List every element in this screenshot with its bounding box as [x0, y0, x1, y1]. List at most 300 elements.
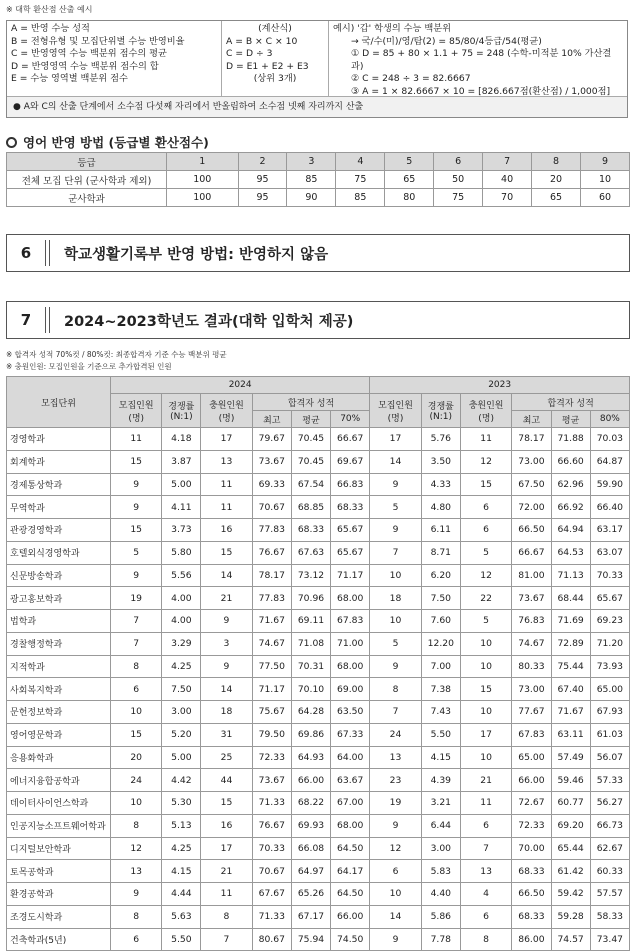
result-cell: 65.67: [590, 587, 629, 610]
result-cell: 15: [111, 519, 162, 542]
section-number: 6: [20, 244, 32, 262]
result-cell: 59.46: [551, 769, 590, 792]
result-cell: 67.83: [512, 723, 551, 746]
result-cell: 7.50: [421, 587, 460, 610]
result-cell: 10: [460, 701, 511, 724]
grade-col: 4: [336, 153, 385, 171]
col-extra: 충원인원 (명): [460, 394, 511, 428]
sub-col: 최고: [252, 411, 291, 428]
result-cell: 8: [111, 814, 162, 837]
result-cell: 66.83: [331, 473, 370, 496]
table-row: [7, 860, 630, 883]
result-cell: 70.00: [512, 837, 551, 860]
result-cell: 10: [460, 746, 511, 769]
result-cell: 13: [111, 860, 162, 883]
result-cell: 7.50: [162, 678, 201, 701]
table-row: [7, 564, 630, 587]
result-cell: 6: [370, 860, 421, 883]
result-cell: 72.00: [512, 496, 551, 519]
example-line: → 국/수(미)/영/탐(2) = 85/80/4등급/54(평균): [351, 35, 542, 47]
result-cell: 80.67: [252, 928, 291, 951]
result-cell: 70.31: [291, 655, 330, 678]
table-row: [7, 837, 630, 860]
result-cell: 4.39: [421, 769, 460, 792]
result-cell: 5.20: [162, 723, 201, 746]
example-line: ② C = 248 ÷ 3 = 82.6667: [351, 73, 471, 84]
result-cell: 4.00: [162, 610, 201, 633]
result-cell: 71.88: [551, 428, 590, 451]
result-cell: 9: [201, 610, 252, 633]
result-cell: 5: [370, 632, 421, 655]
table-row: [7, 883, 630, 906]
result-cell: 4.25: [162, 837, 201, 860]
result-cell: 6.20: [421, 564, 460, 587]
result-cell: 65.26: [291, 883, 330, 906]
result-cell: 5.00: [162, 473, 201, 496]
result-cell: 69.33: [252, 473, 291, 496]
result-cell: 17: [201, 837, 252, 860]
result-cell: 76.83: [512, 610, 551, 633]
result-cell: 12: [460, 450, 511, 473]
result-cell: 62.96: [551, 473, 590, 496]
result-cell: 7.38: [421, 678, 460, 701]
result-cell: 8.71: [421, 541, 460, 564]
result-cell: 7.60: [421, 610, 460, 633]
english-grade-table: [6, 152, 630, 207]
result-cell: 10: [370, 564, 421, 587]
result-cell: 6.11: [421, 519, 460, 542]
result-cell: 68.00: [331, 814, 370, 837]
result-cell: 4.44: [162, 883, 201, 906]
example-line: ① D = 85 + 80 × 1.1 + 75 = 248 (수학-미적분 10% 가산결과): [351, 48, 612, 72]
result-cell: 11: [111, 428, 162, 451]
result-cell: 18: [201, 701, 252, 724]
result-cell: 69.11: [291, 610, 330, 633]
result-cell: 70.03: [590, 428, 629, 451]
grade-header: 등급: [7, 153, 167, 171]
result-cell: 64.94: [551, 519, 590, 542]
divider: [45, 240, 50, 266]
result-cell: 64.50: [331, 883, 370, 906]
result-cell: 67.33: [331, 723, 370, 746]
result-cell: 12: [370, 837, 421, 860]
result-cell: 5: [460, 610, 511, 633]
result-cell: 7: [111, 610, 162, 633]
definition-line: C = 반영영역 수능 백분위 점수의 평균: [11, 48, 167, 59]
rounding-text: A와 C의 산출 단계에서 소수점 다섯째 자리에서 반올림하여 소수점 넷째 자리까지 산출: [23, 102, 364, 112]
result-cell: 72.89: [551, 632, 590, 655]
result-cell: 65.67: [331, 541, 370, 564]
result-cell: 71.67: [252, 610, 291, 633]
result-cell: 7: [201, 928, 252, 951]
table-row: [7, 723, 630, 746]
result-cell: 17: [201, 428, 252, 451]
result-cell: 58.33: [590, 905, 629, 928]
example-note-title: ※ 대학 환산점 산출 예시: [6, 5, 93, 14]
result-cell: 63.07: [590, 541, 629, 564]
result-cell: 69.86: [291, 723, 330, 746]
score-cell: 100: [167, 189, 239, 207]
sub-col: 평균: [291, 411, 330, 428]
result-cell: 65.00: [512, 746, 551, 769]
result-cell: 8: [111, 655, 162, 678]
result-cell: 6: [460, 496, 511, 519]
result-cell: 15: [111, 450, 162, 473]
result-cell: 56.27: [590, 792, 629, 815]
result-cell: 9: [111, 564, 162, 587]
col-scores: 합격자 성적: [252, 394, 370, 411]
table-row: [7, 814, 630, 837]
result-cell: 4.15: [162, 860, 201, 883]
table-row: [7, 496, 630, 519]
result-cell: 19: [370, 792, 421, 815]
result-cell: 66.50: [512, 519, 551, 542]
score-cell: 65: [532, 189, 581, 207]
result-cell: 67.63: [291, 541, 330, 564]
result-cell: 71.33: [252, 905, 291, 928]
result-cell: 3.29: [162, 632, 201, 655]
result-cell: 4.00: [162, 587, 201, 610]
result-cell: 71.17: [331, 564, 370, 587]
result-cell: 16: [201, 814, 252, 837]
result-cell: 7.43: [421, 701, 460, 724]
table-row: [7, 928, 630, 951]
col-extra: 충원인원 (명): [201, 394, 252, 428]
score-cell: 10: [580, 171, 629, 189]
formula-rounding-note: [7, 97, 627, 117]
section-7-header: [6, 301, 630, 339]
result-cell: 9: [370, 655, 421, 678]
dept-name: 환경공학과: [7, 883, 111, 906]
grade-col: 2: [238, 153, 287, 171]
result-cell: 70.45: [291, 428, 330, 451]
result-cell: 68.33: [512, 860, 551, 883]
note-line: ※ 합격자 성적 70%컷 / 80%컷: 최종합격자 기준 수능 백분위 평균: [6, 350, 227, 359]
result-cell: 71.33: [252, 792, 291, 815]
result-cell: 5.50: [162, 928, 201, 951]
result-cell: 66.92: [551, 496, 590, 519]
dept-name: 광고홍보학과: [7, 587, 111, 610]
result-cell: 75.44: [551, 655, 590, 678]
result-cell: 6: [460, 905, 511, 928]
result-cell: 62.67: [590, 837, 629, 860]
result-cell: 81.00: [512, 564, 551, 587]
example-line: 예시) '갑' 학생의 수능 백분위: [333, 23, 451, 34]
result-cell: 69.93: [291, 814, 330, 837]
result-cell: 71.20: [590, 632, 629, 655]
result-cell: 68.00: [331, 587, 370, 610]
result-cell: 8: [370, 678, 421, 701]
result-cell: 21: [460, 769, 511, 792]
result-cell: 57.57: [590, 883, 629, 906]
result-cell: 5: [370, 496, 421, 519]
result-cell: 74.57: [551, 928, 590, 951]
result-cell: 72.33: [252, 746, 291, 769]
col-rate: 경쟁률 (N:1): [421, 394, 460, 428]
result-cell: 66.00: [291, 769, 330, 792]
result-cell: 77.67: [512, 701, 551, 724]
result-cell: 3.50: [421, 450, 460, 473]
result-cell: 68.22: [291, 792, 330, 815]
result-cell: 4.18: [162, 428, 201, 451]
grade-col: 7: [483, 153, 532, 171]
result-cell: 63.17: [590, 519, 629, 542]
score-cell: 65: [385, 171, 434, 189]
result-cell: 70.96: [291, 587, 330, 610]
sub-col: 80%: [590, 411, 629, 428]
result-cell: 68.33: [291, 519, 330, 542]
result-cell: 6: [111, 678, 162, 701]
result-cell: 15: [111, 723, 162, 746]
result-cell: 8: [111, 905, 162, 928]
result-cell: 63.11: [551, 723, 590, 746]
dept-name: 호텔외식경영학과: [7, 541, 111, 564]
result-cell: 79.50: [252, 723, 291, 746]
english-row: [7, 189, 630, 207]
result-cell: 57.49: [551, 746, 590, 769]
sub-col: 평균: [551, 411, 590, 428]
result-cell: 5: [111, 541, 162, 564]
result-cell: 7: [460, 837, 511, 860]
result-cell: 74.67: [252, 632, 291, 655]
dept-name: 경제통상학과: [7, 473, 111, 496]
english-row: [7, 171, 630, 189]
result-cell: 11: [201, 473, 252, 496]
result-cell: 65.00: [590, 678, 629, 701]
result-cell: 10: [111, 701, 162, 724]
definition-line: B = 전형유형 및 모집단위별 수능 반영비율: [11, 35, 185, 47]
grade-col: 8: [532, 153, 581, 171]
result-cell: 14: [201, 564, 252, 587]
section-6-header: [6, 234, 630, 272]
table-row: [7, 519, 630, 542]
result-cell: 68.33: [512, 905, 551, 928]
dept-name: 데이터사이언스학과: [7, 792, 111, 815]
result-cell: 67.00: [331, 792, 370, 815]
result-cell: 66.00: [331, 905, 370, 928]
score-cell: 85: [336, 189, 385, 207]
dept-name: 건축학과(5년): [7, 928, 111, 951]
result-cell: 73.93: [590, 655, 629, 678]
formula-definitions: [7, 21, 222, 96]
result-cell: 15: [460, 678, 511, 701]
result-cell: 18: [370, 587, 421, 610]
calc-line: A = B × C × 10: [226, 35, 298, 47]
result-cell: 9: [201, 655, 252, 678]
result-cell: 73.00: [512, 450, 551, 473]
result-cell: 4.42: [162, 769, 201, 792]
result-cell: 71.13: [551, 564, 590, 587]
result-cell: 60.77: [551, 792, 590, 815]
result-cell: 64.93: [291, 746, 330, 769]
result-cell: 57.33: [590, 769, 629, 792]
result-cell: 15: [201, 792, 252, 815]
result-cell: 31: [201, 723, 252, 746]
result-cell: 71.17: [252, 678, 291, 701]
formula-example: [329, 21, 627, 96]
result-cell: 66.40: [590, 496, 629, 519]
result-cell: 4.15: [421, 746, 460, 769]
result-cell: 14: [201, 678, 252, 701]
result-cell: 23: [370, 769, 421, 792]
result-cell: 7.78: [421, 928, 460, 951]
formula-box: [6, 20, 628, 118]
result-cell: 3: [201, 632, 252, 655]
result-cell: 69.67: [331, 450, 370, 473]
result-cell: 4: [460, 883, 511, 906]
year-2023-header: 2023: [370, 377, 630, 394]
result-cell: 7.00: [421, 655, 460, 678]
grade-col: 9: [580, 153, 629, 171]
result-cell: 5.13: [162, 814, 201, 837]
result-cell: 9: [111, 883, 162, 906]
table-row: [7, 428, 630, 451]
result-cell: 68.00: [331, 655, 370, 678]
col-quota: 모집인원 (명): [111, 394, 162, 428]
definition-line: D = 반영영역 수능 백분위 점수의 합: [11, 60, 159, 72]
result-cell: 14: [370, 905, 421, 928]
result-cell: 73.47: [590, 928, 629, 951]
dept-name: 경찰행정학과: [7, 632, 111, 655]
dept-name: 영어영문학과: [7, 723, 111, 746]
result-cell: 17: [460, 723, 511, 746]
dept-name: 관광경영학과: [7, 519, 111, 542]
result-cell: 10: [370, 610, 421, 633]
table-row: [7, 905, 630, 928]
result-cell: 19: [111, 587, 162, 610]
result-cell: 5.76: [421, 428, 460, 451]
score-cell: 70: [483, 189, 532, 207]
result-cell: 3.00: [421, 837, 460, 860]
dept-name: 조경도시학과: [7, 905, 111, 928]
table-row: [7, 769, 630, 792]
result-cell: 74.50: [331, 928, 370, 951]
result-cell: 76.67: [252, 541, 291, 564]
result-cell: 86.00: [512, 928, 551, 951]
result-cell: 64.97: [291, 860, 330, 883]
result-cell: 72.33: [512, 814, 551, 837]
result-cell: 44: [201, 769, 252, 792]
result-cell: 7: [111, 632, 162, 655]
result-cell: 24: [111, 769, 162, 792]
result-cell: 71.69: [551, 610, 590, 633]
result-cell: 9: [370, 473, 421, 496]
result-cell: 67.40: [551, 678, 590, 701]
result-cell: 75.94: [291, 928, 330, 951]
result-cell: 78.17: [512, 428, 551, 451]
divider: [45, 307, 50, 333]
dept-name: 사회복지학과: [7, 678, 111, 701]
result-cell: 13: [460, 860, 511, 883]
result-cell: 69.20: [551, 814, 590, 837]
result-cell: 5.50: [421, 723, 460, 746]
result-cell: 9: [111, 496, 162, 519]
result-cell: 70.33: [252, 837, 291, 860]
section-number: 7: [20, 311, 32, 329]
result-cell: 80.33: [512, 655, 551, 678]
result-cell: 66.67: [331, 428, 370, 451]
result-cell: 14: [370, 450, 421, 473]
table-row: [7, 792, 630, 815]
result-cell: 64.53: [551, 541, 590, 564]
result-cell: 7: [370, 541, 421, 564]
result-cell: 10: [460, 632, 511, 655]
score-cell: 100: [167, 171, 239, 189]
result-cell: 4.11: [162, 496, 201, 519]
result-cell: 70.10: [291, 678, 330, 701]
result-cell: 6: [460, 814, 511, 837]
table-row: [7, 587, 630, 610]
table-row: [7, 701, 630, 724]
result-cell: 3.87: [162, 450, 201, 473]
result-cell: 5.80: [162, 541, 201, 564]
calc-line: C = D ÷ 3: [226, 48, 273, 59]
result-cell: 59.90: [590, 473, 629, 496]
result-cell: 6: [460, 519, 511, 542]
result-cell: 21: [201, 587, 252, 610]
result-cell: 73.00: [512, 678, 551, 701]
sub-col: 최고: [512, 411, 551, 428]
result-cell: 77.83: [252, 587, 291, 610]
result-cell: 73.12: [291, 564, 330, 587]
result-cell: 6.44: [421, 814, 460, 837]
score-cell: 95: [238, 171, 287, 189]
result-cell: 8: [201, 905, 252, 928]
result-cell: 60.33: [590, 860, 629, 883]
result-notes: [6, 349, 227, 373]
table-row: [7, 632, 630, 655]
result-cell: 10: [370, 883, 421, 906]
dept-name: 에너지융합공학과: [7, 769, 111, 792]
result-cell: 24: [370, 723, 421, 746]
result-cell: 5.86: [421, 905, 460, 928]
result-cell: 5.63: [162, 905, 201, 928]
dept-name: 무역학과: [7, 496, 111, 519]
result-cell: 64.17: [331, 860, 370, 883]
result-cell: 21: [201, 860, 252, 883]
result-cell: 67.54: [291, 473, 330, 496]
score-cell: 60: [580, 189, 629, 207]
result-cell: 15: [201, 541, 252, 564]
result-cell: 56.07: [590, 746, 629, 769]
result-cell: 66.67: [512, 541, 551, 564]
score-cell: 90: [287, 189, 336, 207]
score-cell: 80: [385, 189, 434, 207]
table-row: [7, 746, 630, 769]
result-cell: 69.00: [331, 678, 370, 701]
bullet-icon: ●: [13, 102, 21, 112]
result-cell: 4.33: [421, 473, 460, 496]
result-cell: 59.42: [551, 883, 590, 906]
result-cell: 73.67: [252, 450, 291, 473]
result-cell: 71.00: [331, 632, 370, 655]
result-cell: 72.67: [512, 792, 551, 815]
result-cell: 64.50: [331, 837, 370, 860]
score-cell: 50: [434, 171, 483, 189]
result-cell: 13: [201, 450, 252, 473]
result-cell: 79.67: [252, 428, 291, 451]
result-cell: 5: [460, 541, 511, 564]
section-title: 학교생활기록부 반영 방법: 반영하지 않음: [64, 246, 329, 263]
result-cell: 11: [460, 792, 511, 815]
formula-calculation: [222, 21, 329, 96]
result-cell: 67.67: [252, 883, 291, 906]
dept-name: 토목공학과: [7, 860, 111, 883]
result-cell: 66.00: [512, 769, 551, 792]
col-dept: 모집단위: [7, 377, 111, 428]
result-cell: 78.17: [252, 564, 291, 587]
result-cell: 67.93: [590, 701, 629, 724]
